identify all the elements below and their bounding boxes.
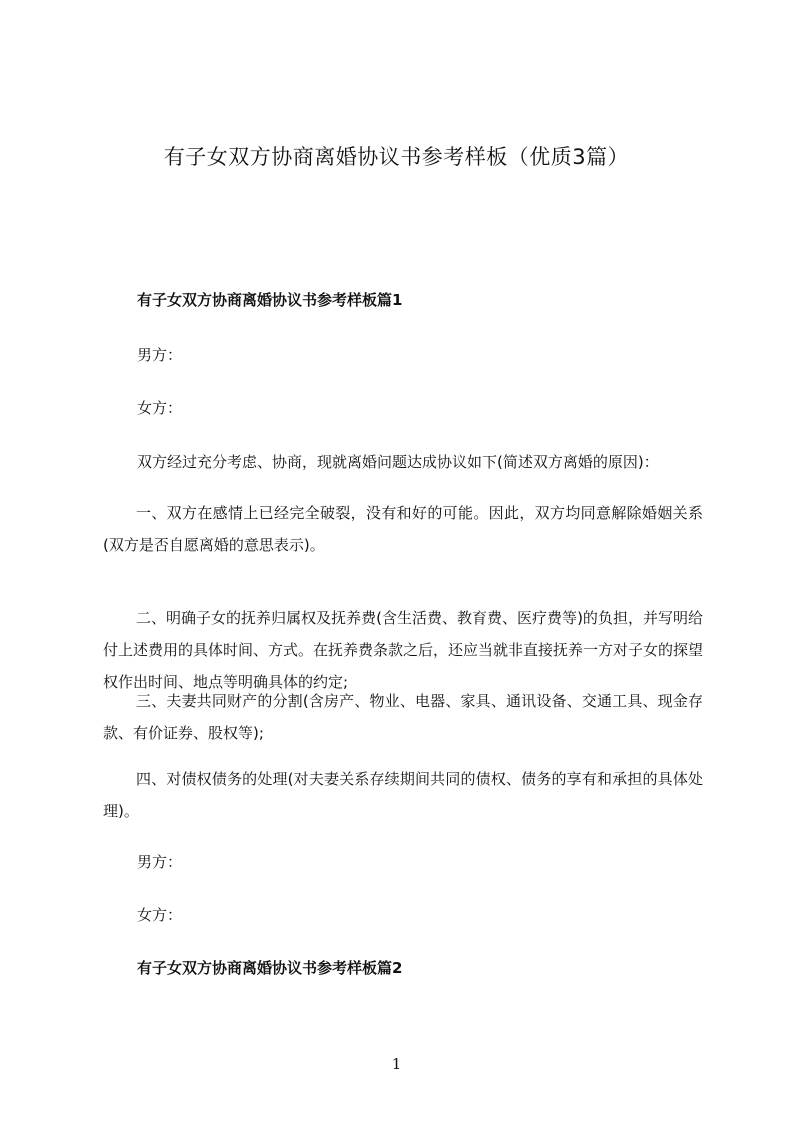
female-party-label: 女方： xyxy=(137,399,183,417)
clause-2-paragraph: 二、明确子女的抚养归属权及抚养费(含生活费、教育费、医疗费等)的负担，并写明给付上述费用的具体时间、方式。在抚养费条款之后，还应当就非直接抚养一方对子女的探望权作出时间、地点等明确具体的约定; xyxy=(103,609,704,691)
clause-3-paragraph: 三、夫妻共同财产的分割(含房产、物业、电器、家具、通讯设备、交通工具、现金存款、有价证券、股权等); xyxy=(103,692,703,742)
agreement-intro: 双方经过充分考虑、协商，现就离婚问题达成协议如下(简述双方离婚的原因)： xyxy=(137,453,659,471)
male-party-signature-label: 男方： xyxy=(137,853,183,871)
document-title: 有子女双方协商离婚协议书参考样板（优质3篇） xyxy=(163,145,630,169)
section-1-heading: 有子女双方协商离婚协议书参考样板篇1 xyxy=(137,291,403,309)
clause-1-paragraph: 一、双方在感情上已经完全破裂，没有和好的可能。因此，双方均同意解除婚姻关系(双方是否自愿离婚的意思表示)。 xyxy=(103,504,703,554)
male-party-label: 男方： xyxy=(137,346,183,364)
section-2-heading: 有子女双方协商离婚协议书参考样板篇2 xyxy=(137,959,403,977)
clause-4-paragraph: 四、对债权债务的处理(对夫妻关系存续期间共同的债权、债务的享有和承担的具体处理)。 xyxy=(103,770,703,820)
female-party-signature-label: 女方： xyxy=(137,906,183,924)
page-number: 1 xyxy=(391,1055,402,1073)
